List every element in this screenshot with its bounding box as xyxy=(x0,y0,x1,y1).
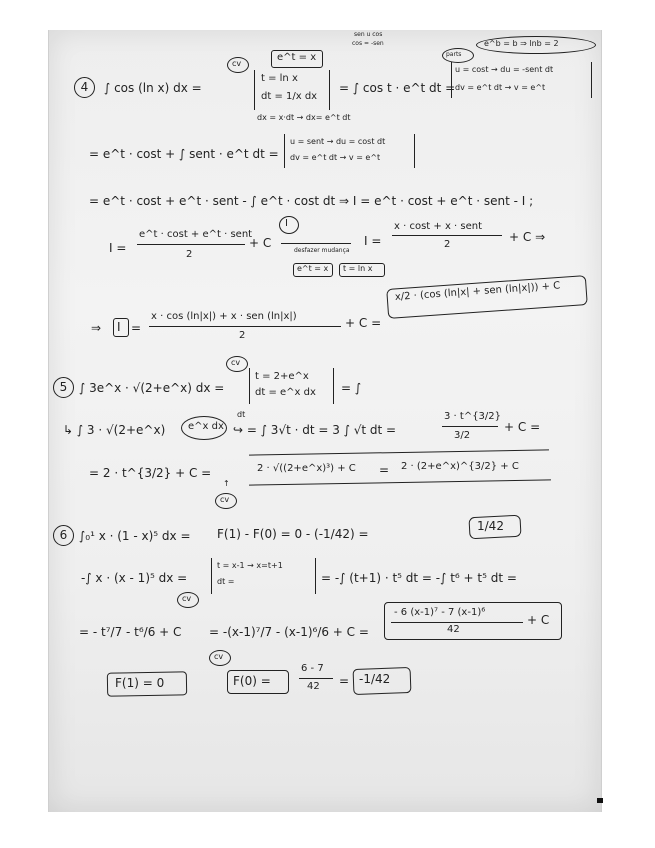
line2-4: = e^t · cost + ∫ sent · e^t dt = xyxy=(89,147,279,161)
line4-right-fracbar-4 xyxy=(392,235,502,236)
line4-right-4: I = xyxy=(364,234,382,248)
final-boxed-4: x/2 · (cos (ln|x| + sen (ln|x|)) + C xyxy=(394,280,561,303)
line4-right-tail-4: + C ⇒ xyxy=(509,230,546,244)
brace-right-4 xyxy=(329,70,330,110)
line2-right-6: = -∫ (t+1) · t⁵ dt = -∫ t⁶ + t⁵ dt = xyxy=(321,571,517,585)
line2-num-5: 3 · t^{3/2} xyxy=(444,411,502,422)
line4-left-4: I = xyxy=(109,241,127,255)
f0-den: 42 xyxy=(307,681,320,692)
undo-box-1-text: e^t = x xyxy=(297,264,329,273)
circled-I: I xyxy=(285,218,288,229)
cv-arrow-5: ↑ xyxy=(223,479,230,488)
brace-left-6 xyxy=(211,558,212,594)
problem-6-number: 6 xyxy=(53,525,74,546)
problem-5-number: 5 xyxy=(53,377,74,398)
parts2-brace-right xyxy=(414,134,415,168)
brace-right-6 xyxy=(315,558,316,594)
after-sub-4: = ∫ cos t · e^t dt = xyxy=(339,81,456,95)
brace-left-5 xyxy=(249,368,250,404)
line3-box-num-6: - 6 (x-1)⁷ - 7 (x-1)⁶ xyxy=(394,607,486,618)
line2-den-5: 3/2 xyxy=(454,430,471,441)
final-num-4: x · cos (ln|x|) + x · sen (ln|x|) xyxy=(151,311,297,322)
line4-plusC-4: + C xyxy=(249,236,272,250)
sub-dt-5: dt = e^x dx xyxy=(255,387,316,398)
final-I: I xyxy=(117,320,121,334)
line3-box-den-6: 42 xyxy=(447,624,460,635)
final-fracbar-4 xyxy=(149,326,341,327)
f0-fracbar xyxy=(299,678,333,679)
line3-eq-5: = xyxy=(379,463,390,477)
f1-text: F(1) = 0 xyxy=(115,676,165,690)
f0-eq: = xyxy=(339,674,350,688)
result-6: 1/42 xyxy=(477,519,504,533)
line2-mid-5: ↪ = ∫ 3√t · dt = 3 ∫ √t dt = xyxy=(233,423,397,437)
tiny-note-2: cos = -sen xyxy=(352,40,384,47)
undo-box-2-text: t = ln x xyxy=(343,264,373,273)
paper-sheet xyxy=(48,30,602,812)
tiny-note-1: sen u cos xyxy=(354,31,383,38)
sub-dx-4: dx = x·dt → dx= e^t dt xyxy=(257,113,351,122)
line3-box-fracbar-6 xyxy=(391,622,523,623)
sub-t-4: t = ln x xyxy=(261,73,298,84)
cv-label-5b: cv xyxy=(220,495,230,504)
sub-t-6: t = x-1 → x=t+1 xyxy=(217,561,283,570)
parts2-brace-left xyxy=(284,134,285,168)
cv-label-6b: cv xyxy=(214,652,224,661)
final-tail-4: + C = xyxy=(345,316,382,330)
sub-t-5: t = 2+e^x xyxy=(255,371,309,382)
line3-left-5: = 2 · t^{3/2} + C = xyxy=(89,466,212,480)
final-I-box xyxy=(113,318,129,337)
circled-exdx-text: e^x dx xyxy=(188,421,224,432)
line4-fracbar-4 xyxy=(137,244,245,245)
line2-fracbar-5 xyxy=(442,426,498,427)
circled-I-ring xyxy=(279,216,299,234)
problem-4-integral: ∫ cos (ln x) dx = xyxy=(104,81,202,95)
line3-box-b-5: 2 · (2+e^x)^{3/2} + C xyxy=(401,461,519,472)
f0-label: F(0) = xyxy=(233,674,271,688)
parts-u: u = cost → du = -sent dt xyxy=(455,65,554,74)
f0-num: 6 - 7 xyxy=(301,663,324,674)
parts-brace-right xyxy=(591,62,592,98)
parts2-dv: dv = e^t dt → v = e^t xyxy=(290,153,381,162)
arrow-line-4 xyxy=(281,243,351,244)
line3-overline-5 xyxy=(249,449,549,455)
sub-dt-4: dt = 1/x dx xyxy=(261,91,318,102)
edge-mark xyxy=(597,798,603,803)
problem-6-integral: ∫₀¹ x · (1 - x)⁵ dx = xyxy=(79,529,191,543)
final-prefix-4: ⇒ xyxy=(91,321,102,335)
final-den-4: 2 xyxy=(239,330,246,341)
line4-right-num-4: x · cost + x · sent xyxy=(394,221,483,232)
sub-dt-6: dt = xyxy=(217,577,235,586)
line4-den-4: 2 xyxy=(186,249,193,260)
after-sub-5: = ∫ xyxy=(341,381,362,395)
line3-4: = e^t · cost + e^t · sent - ∫ e^t · cost dt ⇒ I = e^t · cost + e^t · sent - I ; xyxy=(89,194,534,208)
final-eq-4: = xyxy=(131,321,142,335)
cv-label-6: cv xyxy=(182,594,192,603)
parts-label: parts xyxy=(446,51,462,58)
problem-4-number: 4 xyxy=(74,77,95,98)
line4-num-4: e^t · cost + e^t · sent xyxy=(139,229,253,240)
f0-result: -1/42 xyxy=(359,672,391,686)
line4-right-den-4: 2 xyxy=(444,239,451,250)
line3-left-6: = - t⁷/7 - t⁶/6 + C xyxy=(79,625,182,639)
line2-left-6: -∫ x · (x - 1)⁵ dx = xyxy=(81,571,188,585)
dt-note-5: dt xyxy=(237,410,246,419)
line3-box-a-5: 2 · √((2+e^x)³) + C xyxy=(257,463,356,474)
brace-right-5 xyxy=(333,368,334,404)
substitution-box-4-text: e^t = x xyxy=(277,52,317,63)
problem-6-fundamental: F(1) - F(0) = 0 - (-1/42) = xyxy=(217,527,369,541)
parts-dv: dv = e^t dt → v = e^t xyxy=(455,83,546,92)
parts-brace-left xyxy=(451,62,452,98)
problem-5-integral: ∫ 3e^x · √(2+e^x) dx = xyxy=(79,381,225,395)
brace-left-4 xyxy=(254,70,255,110)
line3-mid-6: = -(x-1)⁷/7 - (x-1)⁶/6 + C = xyxy=(209,625,369,639)
parts2-u: u = sent → du = cost dt xyxy=(290,137,386,146)
line3-box-tail-6: + C xyxy=(527,613,550,627)
line2-left-5: ↳ ∫ 3 · √(2+e^x) xyxy=(63,423,166,437)
parts-topnote: e^b = b ⇒ lnb = 2 xyxy=(484,39,559,48)
line2-tail-5: + C = xyxy=(504,420,541,434)
cv-label-4: cv xyxy=(232,59,242,68)
line3-underline-5 xyxy=(249,479,551,485)
cv-label-5: cv xyxy=(231,358,241,367)
undo-note-4: desfazer mudança xyxy=(294,247,350,254)
